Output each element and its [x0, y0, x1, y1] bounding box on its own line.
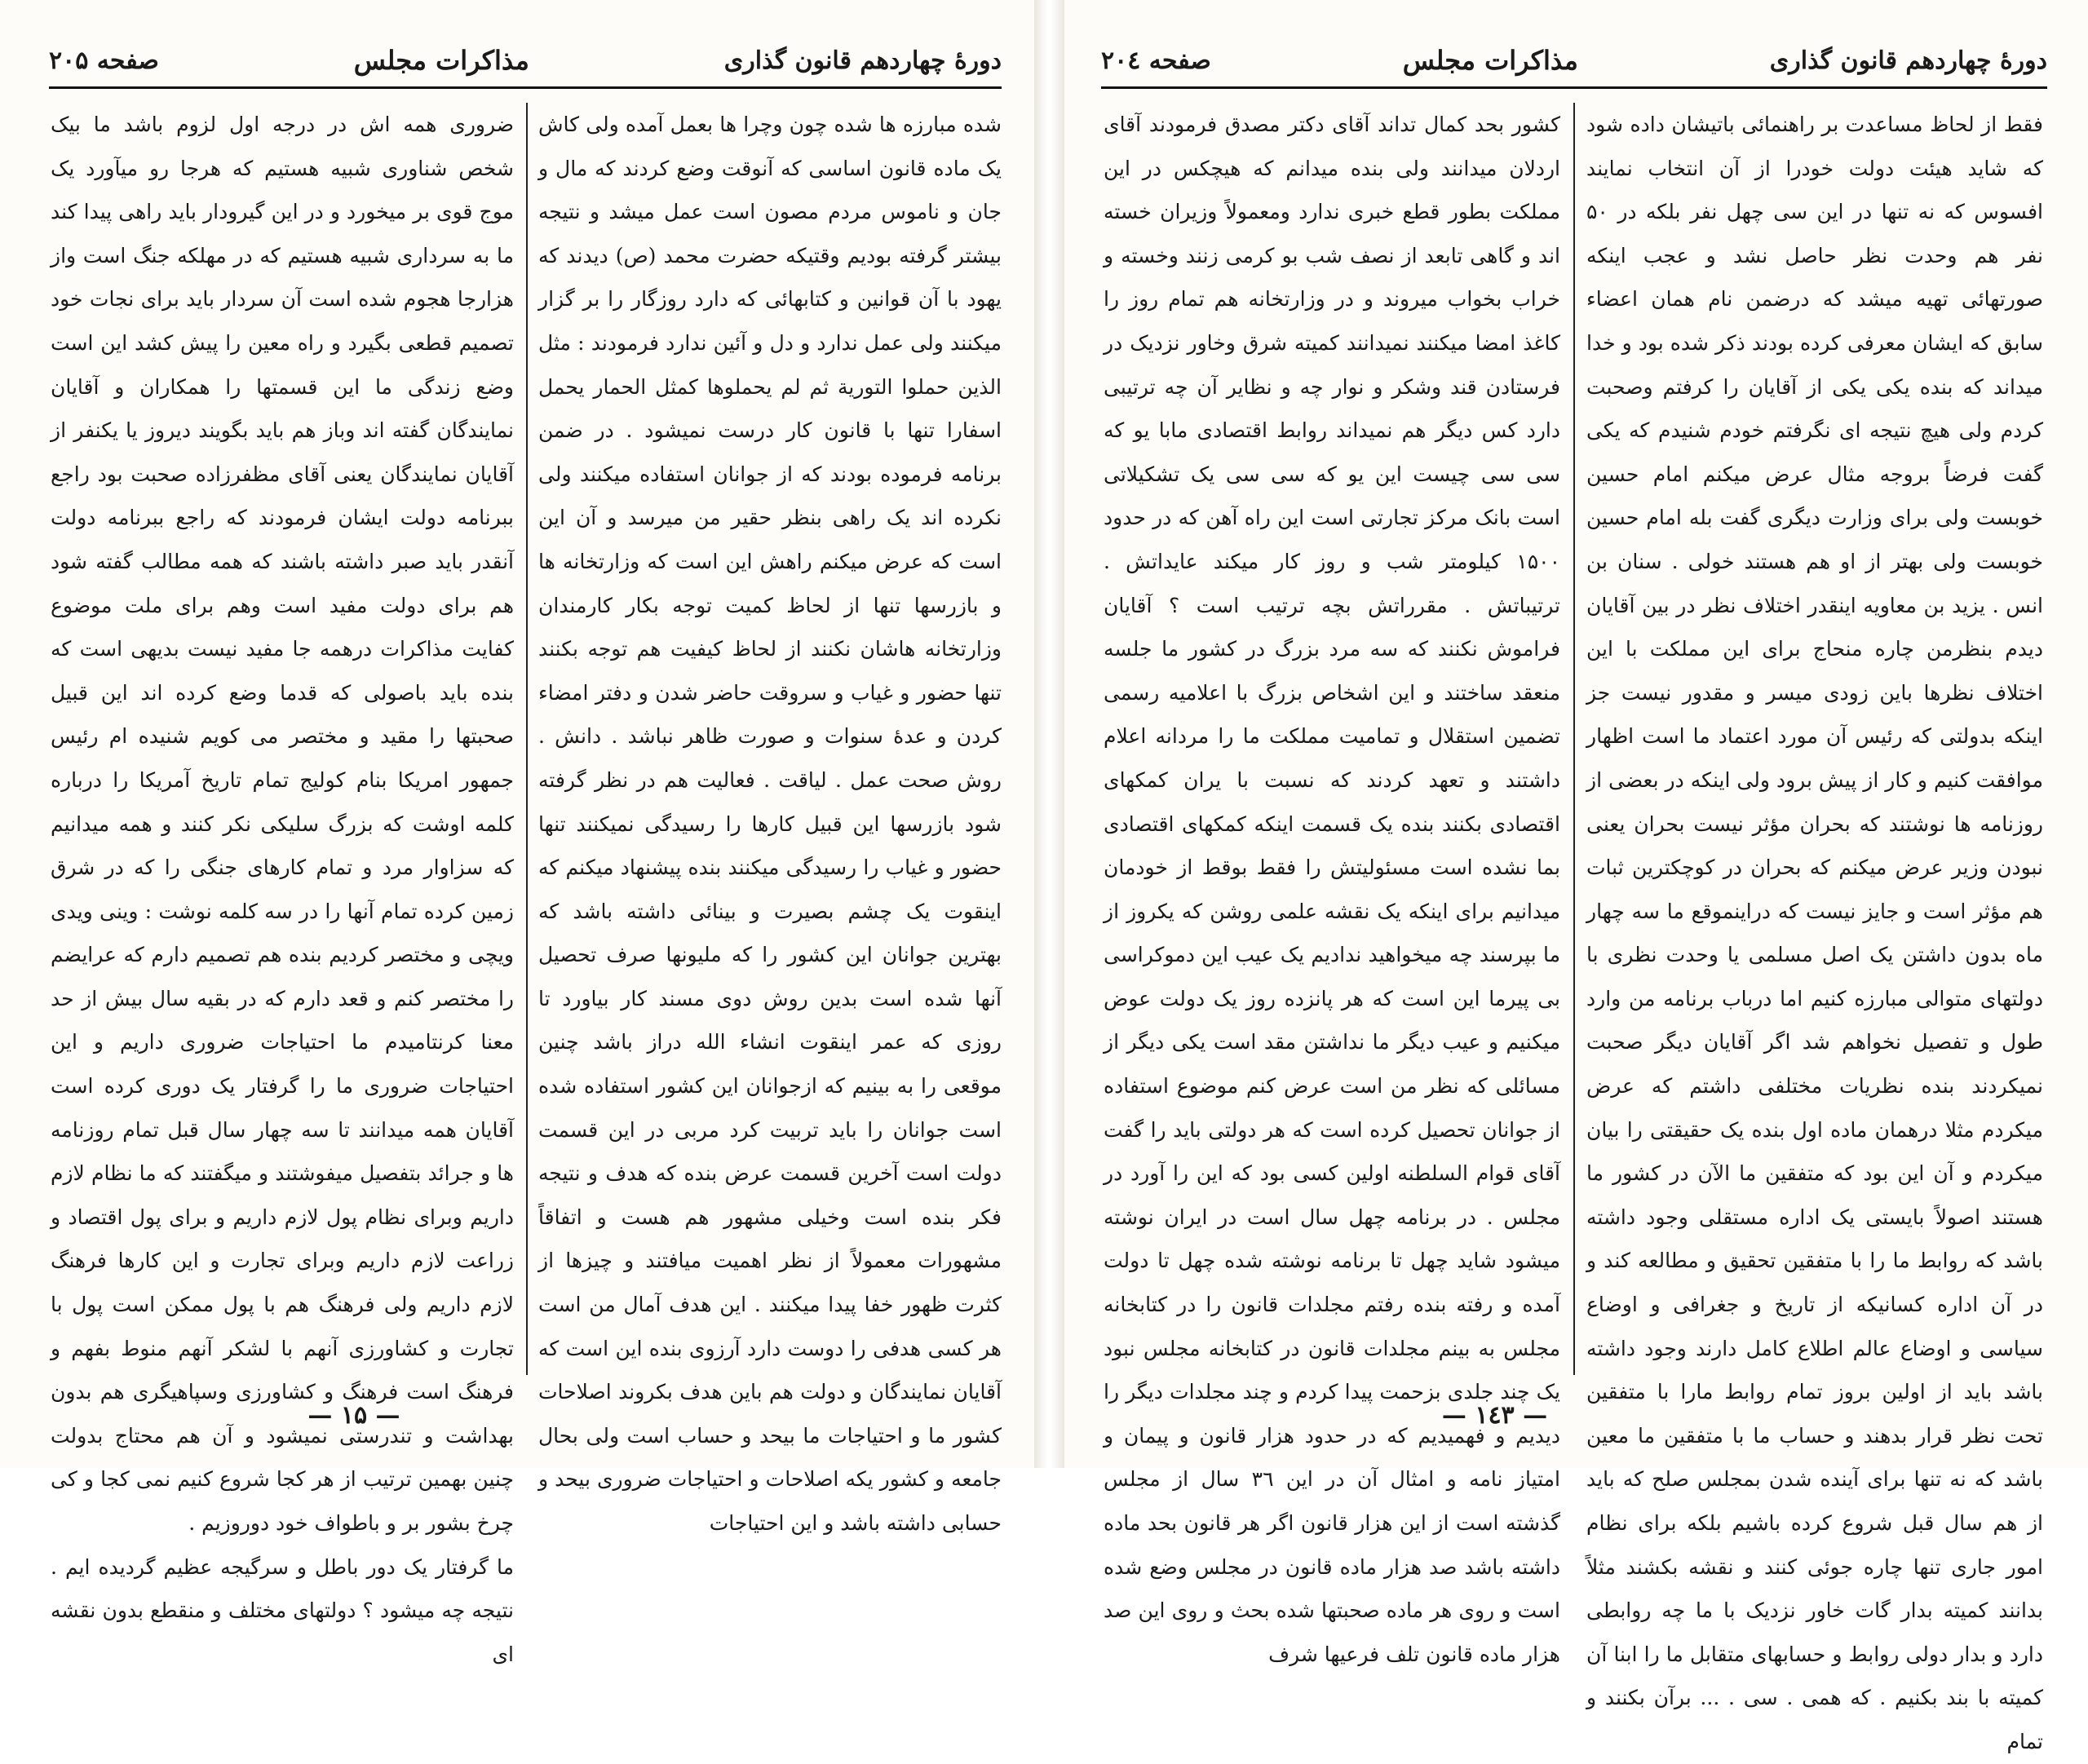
left-page-right-column-text: شده مبارزه ها شده چون وچرا ها بعمل آمده ولی کاش یک ماده قانون اساسی که آنوقت وضع کردند که مال و جان و ناموس مردم مصون است عمل میشد و نتیجه بیشتر گرفته بودیم وقتیکه حضرت محمد (ص) دیدند که یهود با آن قوانین و کتابهائی که دارد روزگار را بر گزار میکنند ولی عمل ندارد و دل و آئین ندارد فرمودند : مثل الذین حملوا التوریة ثم لم یحملوها کمثل الحمار یحمل اسفارا تنها با قانون کار درست نمیشود . در ضمن برنامه فرموده بودند که از جوانان استفاده میکنند ولی نکرده اند یک راهی بنظر حقیر من میرسد و آن این است که عرض میکنم راهش این است که وزارتخانه ها و بازرسها تنها از لحاظ کمیت توجه بکار کارمندان وزارتخانه هاشان نکنند از لحاظ کیفیت هم توجه بکنند تنها حضور و غیاب و سروقت حاضر شدن و دفتر امضاء کردن و عدهٔ سنوات و صورت ظاهر نباشد . دانش . روش صحت عمل . لیاقت . فعالیت هم در نظر گرفته شود بازرسها این قبیل کارها را رسیدگی نمیکنند تنها حضور و غیاب را رسیدگی میکنند بنده پیشنهاد میکنم که اینقوت یک چشم بصیرت و بینائی داشته باشد که بهترین جوانان این کشور را که ملیونها صرف تحصیل آنها شده است بدین روش دوی مسند کار بیاورد تا روزی که عمر اینقوت انشاء الله دراز باشد چنین موقعی را به بینیم که ازجوانان این کشور استفاده شده است جوانان را باید تربیت کرد مربی در این قسمت دولت است آخرین قسمت عرض بنده که هدف و نتیجه فکر بنده است وخیلی مشهور هم هست و اتفاقاً مشهورات معمولاً از نظر اهمیت میافتند و چیزها از کثرت ظهور خفا پیدا میکنند . این هدف آمال من است هر کسی هدفی را دوست دارد آرزوی بنده این است که آقایان نمایندگان و دولت هم باین هدف بکروند اصلاحات کشور ما و احتیاجات ما بیحد و حساب است ولی بحال جامعه و کشور یکه اصلاحات و احتیاجات ضروری بیحد و حسابی داشته باشد و این احتیاجات — [538, 113, 1002, 1535]
right-page-right-column — [1586, 103, 2043, 1753]
right-page-footer-number: — ۱٤۳ — — [1441, 1401, 1548, 1430]
left-page-journal-title: مذاکرات مجلس — [353, 45, 529, 76]
left-page-left-column-final-paragraph: ما گرفتار یک دور باطل و سرگیجه عظیم گردیده ایم . نتیجه چه میشود ؟ دولتهای مختلف و منقطع بدون نقشه ای — [51, 1554, 514, 1666]
right-page — [1064, 0, 2088, 1753]
left-page-header — [49, 34, 1002, 86]
left-page-session-title: دورهٔ چهاردهم قانون گذاری — [723, 46, 1002, 75]
right-page-journal-title: مذاکرات مجلس — [1402, 45, 1578, 76]
left-page-left-column-text: ضروری همه اش در درجه اول لزوم باشد ما بیک شخص شناوری شبیه هستیم که هرجا رو میآورد یک موج قوی بر میخورد و در این گیرودار باید راهی پیدا کند ما به سرداری شبیه هستیم که در مهلکه جنگ است واز هزارجا هجوم شده است آن سردار باید برای نجات خود تصمیم قطعی بگیرد و راه معین را پیش کشد این است وضع زندگی ما این قسمتها را همکاران و آقایان نمایندگان گفته اند وباز هم باید بگویند دیروز یا یکنفر از آقایان نمایندگان یعنی آقای مظفرزاده صحبت بود راجع ببرنامه دولت ایشان فرمودند که راجع ببرنامه دولت آنقدر باید صبر داشته باشند که همه مطالب گفته شود هم برای دولت مفید است وهم برای ملت موضوع کفایت مذاکرات درهمه جا مفید نیست بدیهی است که بنده باید باصولی که قدما وضع کرده اند این قبیل صحبتها را مقید و مختصر می کویم شنیده ام رئیس جمهور امریکا بنام کولیج تمام تاریخ آمریکا را درباره کلمه اوشت که بزرگ سلیکی نکر کنند و همه میدانیم که سزاوار مرد و تمام کارهای جنگی را که در شرق زمین کرده تمام آنها را در سه کلمه نوشت : وینی ویدی ویچی و مختصر کردیم بنده هم تصمیم دارم که عرایضم را مختصر کنم و قعد دارم که در بقیه سال بیش از حد معنا کرنتامیدم ما احتیاجات ضروری داریم و این احتیاجات ضروری ما را گرفتار یک دوری کرده است آقایان همه میدانند تا سه چهار سال قبل تمام روزنامه ها و جرائد بتفصیل میفوشتند و میگفتند که ما نظام لازم داریم وبرای نظام پول لازم داریم و برای پول اقتصاد و زراعت لازم داریم وبرای تجارت و این کارها فرهنگ لازم داریم ولی فرهنگ هم با پول ممکن است پول با تجارت و کشاورزی آنهم با لشکر آنهم منوط بفهم و فرهنگ است فرهنگ و کشاورزی وسپاهیگری هم بدون بهداشت و تندرستی نمیشود و آن هم محتاج بدولت چنین بهمین ترتیب از هر کجا شروع کنیم نمی کجا و کی چرخ بشور بر و باطواف خود دوروزیم . — [51, 113, 514, 1535]
left-page-column-divider — [526, 103, 528, 1375]
right-page-session-title: دورهٔ چهاردهم قانون گذاری — [1769, 46, 2047, 75]
left-page-right-column — [538, 103, 1002, 1535]
right-page-right-column-text: فقط از لحاظ مساعدت بر راهنمائی باتیشان داده شود که شاید هیئت دولت خودرا از آن انتخاب نمایند افسوس که نه تنها در این سی چهل نفر بلکه در ۵۰ نفر هم وحدت نظر حاصل نشد و عجب اینکه صورتهائی تهیه میشد که درضمن نام همان اعضاء سابق که ایشان معرفی کرده بودند ذکر شده بود و خدا میداند که بنده یکی یکی از آقایان را کرفتم وصحبت کردم ولی هیچ نتیجه ای نگرفتم خودم شنیدم که یکی گفت فرضاً بروجه مثال عرض میکنم امام حسین خوبست ولی برای وزارت دیگری گفت بله امام حسین خوبست ولی بهتر از او هم هستند خولی . سنان بن انس . یزید بن معاویه اینقدر اختلاف نظر در بین آقایان دیدم بنظرمن چاره منحاج برای این مملکت با این اختلاف نظرها باین زودی میسر و مقدور نیست جز اینکه بدولتی که رئیس آن مورد اعتماد ما است اظهار موافقت کنیم و کار از پیش برود ولی اینکه در بعضی از روزنامه ها نوشتند که بحران مؤثر نیست بحران یعنی نبودن وزیر عرض میکنم که بحران در کوچکترین ثبات هم مؤثر است و جایز نیست که دراینموقع ما سه چهار ماه بدون داشتن یک اصل مسلمی یا وحدت نظری با دولتهای متوالی مبارزه کنیم اما درباب برنامه من وارد طول و تفصیل نخواهم شد اگر آقایان دیگر صحبت نمیکردند بنده نظریات مختلفی داشتم که عرض میکردم مثلا درهمان ماده اول بنده یک حقیقتی را بیان میکردم و آن این بود که متفقین ما الآن در کشور ما هستند اصولاً بایستی یک اداره مستقلی وجود داشته باشد که روابط ما را با متفقین تحقیق و مطالعه کند و در آن اداره کسانیکه از تاریخ و جغرافی و اوضاع سیاسی و اوضاع عالم اطلاع کامل دارند وجود داشته باشد باید از اولین بروز تمام روابط مارا با متفقین تحت نظر قرار بدهند و حساب ما با متفقین ما معین باشد که نه تنها برای آینده شدن بمجلس صلح که باید از هم سال قبل شروع کرده باشیم بلکه برای نظام امور جاری تنها چاره جوئی کنند و نقشه بکشند مثلاً بدانند کمیته بدار گات خاور نزدیک با ما چه روابطی دارد و بدار دولی روابط و حسابهای متقابل ما را ابنا آن کمیته با بند بکنیم . که همی . سی . ... برآن بکنند و تمام — [1586, 113, 2043, 1753]
right-page-header — [1101, 34, 2047, 86]
right-page-page-number: صفحه ۲۰٤ — [1101, 46, 1211, 75]
right-page-column-divider — [1573, 103, 1575, 1375]
right-page-left-column-text: کشور بحد کمال تداند آقای دکتر مصدق فرمودند آقای اردلان میدانند ولی بنده میدانم که هیچکس در این مملکت بطور قطع خبری ندارد ومعمولاً وزیران خسته اند و گاهی تابعد از نصف شب بو کرمی زنند وخسته و خراب بخواب میروند و در وزارتخانه هم تمام روز را کاغذ امضا میکنند نمیدانند کمیته شرق وخاور نزدیک در فرستادن قند وشکر و نوار چه و نظایر آن چه ترتیبی دارد کس دیگر هم نمیداند روابط اقتصادی مابا یو که سی سی چیست این یو که سی سی یک تشکیلاتی است بانک مرکز تجارتی است این راه آهن که در حدود ۱۵۰۰ کیلومتر شب و روز کار میکند عایداتش . ترتیباتش . مقرراتش بچه ترتیب است ؟ آقایان فراموش نکنند که سه مرد بزرگ در کشور ما جلسه منعقد ساختند و این اشخاص بزرگ با اعلامیه رسمی تضمین استقلال و تمامیت مملکت ما را مردانه اعلام داشتند و تعهد کردند که نسبت با یران کمکهای اقتصادی بکنند بنده یک قسمت اینکه کمکهای اقتصادی بما نشده است مسئولیتش را فقط بوقط از خودمان میدانیم برای اینکه یک نقشه علمی روشن که یکروز از ما بپرسند چه میخواهید ندادیم یک عیب این دموکراسی بی پیرما این است که هر پانزده روز یک دولت عوض میکنیم و عیب دیگر ما نداشتن مقد است یکی دیگر از مسائلی که نظر من است عرض کنم موضوع استفاده از جوانان تحصیل کرده است که هر دولتی باید را گفت آقای قوام السلطنه اولین کسی بود که این را آورد در مجلس . در برنامه چهل سال است در ایران نوشته میشود شاید چهل تا برنامه نوشته شده چهل تا دولت آمده و رفته بنده رفتم مجلدات قانون را در کتابخانه مجلس به بینم مجلدات قانون در کتابخانه مجلس نبود یک چند جلدی بزحمت پیدا کردم و چند مجلدات دیگر را دیدیم و فهمیدیم که در حدود هزار قانون و پیمان و امتیاز نامه و امثال آن در این ۳٦ سال از مجلس گذشته است از این هزار قانون اگر هر قانون بحد ماده داشته باشد صد هزار ماده قانون در مجلس وضع شده است و روی هر ماده صحبتها شده بحث و روی این صد هزار ماده قانون تلف فرعیها شرف — [1104, 113, 1560, 1666]
left-page-page-number: صفحه ۲۰۵ — [49, 46, 159, 75]
left-page-footer-number: — ۱۵ — — [307, 1401, 400, 1430]
left-page — [0, 0, 1034, 1666]
left-page-header-rule — [49, 86, 1002, 89]
book-gutter — [1034, 0, 1064, 1468]
right-page-header-rule — [1101, 86, 2047, 89]
